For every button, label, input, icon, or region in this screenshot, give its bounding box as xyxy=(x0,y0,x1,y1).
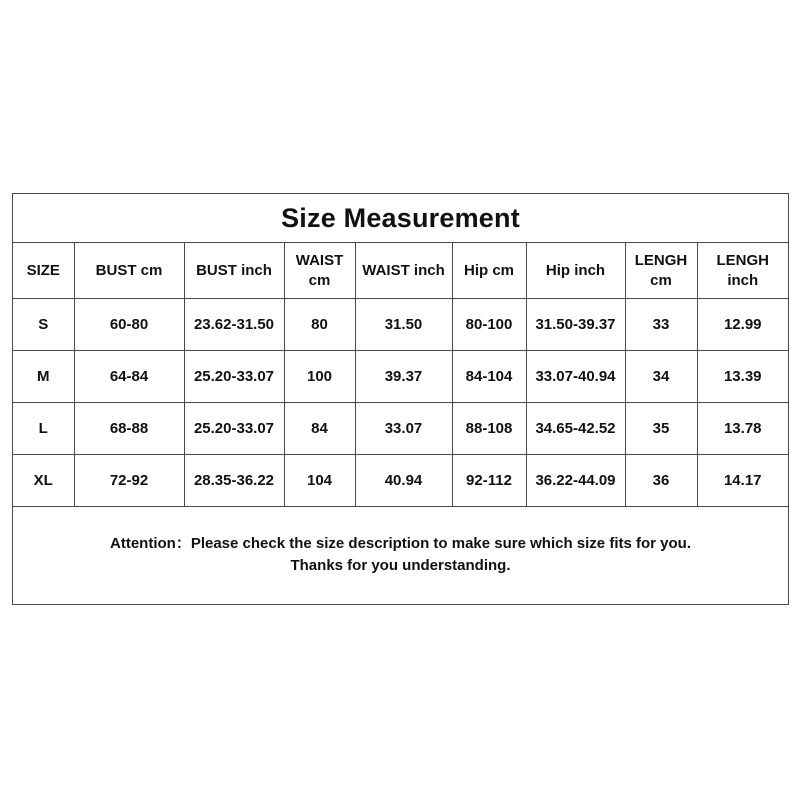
measurement-cell: 104 xyxy=(284,455,355,507)
column-header-line: cm xyxy=(308,271,331,289)
measurement-cell: 40.94 xyxy=(355,455,452,507)
size-label-cell: XL xyxy=(13,455,74,507)
column-header xyxy=(625,243,697,299)
column-header xyxy=(13,243,74,299)
measurement-cell: 39.37 xyxy=(355,351,452,403)
measurement-cell: 84-104 xyxy=(452,351,526,403)
measurement-cell: 88-108 xyxy=(452,403,526,455)
size-label-cell: M xyxy=(13,351,74,403)
measurement-cell: 31.50-39.37 xyxy=(526,299,625,351)
column-header xyxy=(697,243,788,299)
measurement-cell: 64-84 xyxy=(74,351,184,403)
measurement-cell: 35 xyxy=(625,403,697,455)
measurement-cell: 36.22-44.09 xyxy=(526,455,625,507)
measurement-cell: 34 xyxy=(625,351,697,403)
column-header-line: WAIST xyxy=(295,251,344,269)
column-header-line: LENGH xyxy=(634,251,688,269)
column-header-line: inch xyxy=(727,271,759,289)
table-row xyxy=(13,455,788,507)
measurement-cell: 36 xyxy=(625,455,697,507)
measurement-cell: 80 xyxy=(284,299,355,351)
table-row xyxy=(13,299,788,351)
column-header-line: cm xyxy=(650,271,672,289)
column-header xyxy=(526,243,625,299)
measurement-cell: 23.62-31.50 xyxy=(184,299,284,351)
measurement-cell: 60-80 xyxy=(74,299,184,351)
measurement-cell: 25.20-33.07 xyxy=(184,403,284,455)
column-header xyxy=(452,243,526,299)
measurement-cell: 31.50 xyxy=(355,299,452,351)
measurement-cell: 14.17 xyxy=(697,455,788,507)
measurement-cell: 13.78 xyxy=(697,403,788,455)
measurement-cell: 80-100 xyxy=(452,299,526,351)
measurement-cell: 12.99 xyxy=(697,299,788,351)
column-header-line: BUST inch xyxy=(196,261,272,279)
column-header xyxy=(284,243,355,299)
measurement-cell: 84 xyxy=(284,403,355,455)
attention-line: Attention：Please check the size description to make sure which size fits for you. xyxy=(110,535,691,552)
attention-note xyxy=(13,505,788,605)
column-header-line: WAIST inch xyxy=(362,261,445,279)
measurement-cell: 13.39 xyxy=(697,351,788,403)
table-header-row xyxy=(13,243,788,299)
measurement-cell: 72-92 xyxy=(74,455,184,507)
column-header-line: SIZE xyxy=(26,261,60,279)
column-header-line: LENGH xyxy=(716,251,769,269)
measurement-cell: 92-112 xyxy=(452,455,526,507)
measurement-cell: 100 xyxy=(284,351,355,403)
size-label-cell: L xyxy=(13,403,74,455)
column-header-line: Hip cm xyxy=(463,261,514,279)
thanks-line: Thanks for you understanding. xyxy=(290,557,511,574)
chart-title: Size Measurement xyxy=(281,202,520,233)
column-header-line: Hip inch xyxy=(545,261,606,279)
measurement-cell: 33.07 xyxy=(355,403,452,455)
table-row xyxy=(13,403,788,455)
column-header-line: BUST cm xyxy=(95,261,163,279)
column-header xyxy=(74,243,184,299)
table-row xyxy=(13,351,788,403)
measurement-cell: 33 xyxy=(625,299,697,351)
column-header xyxy=(355,243,452,299)
size-table xyxy=(13,242,788,507)
measurement-cell: 25.20-33.07 xyxy=(184,351,284,403)
size-label-cell: S xyxy=(13,299,74,351)
table-body xyxy=(13,299,788,507)
measurement-cell: 68-88 xyxy=(74,403,184,455)
measurement-cell: 28.35-36.22 xyxy=(184,455,284,507)
column-header xyxy=(184,243,284,299)
size-chart xyxy=(12,193,789,605)
measurement-cell: 34.65-42.52 xyxy=(526,403,625,455)
measurement-cell: 33.07-40.94 xyxy=(526,351,625,403)
